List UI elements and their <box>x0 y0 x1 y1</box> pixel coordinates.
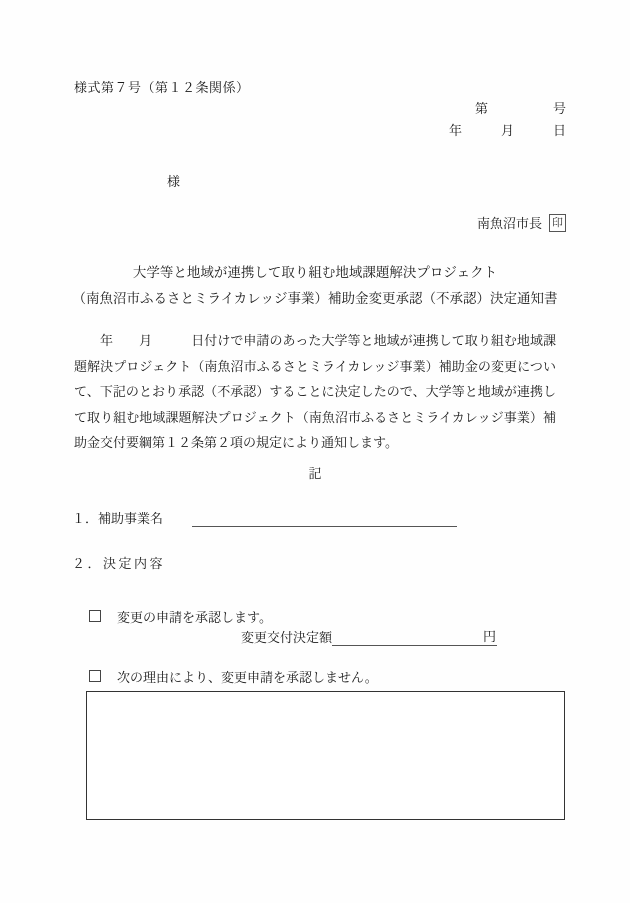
choice-reject[interactable] <box>89 667 378 686</box>
item-1-label: １．補助事業名 <box>72 512 164 527</box>
choice-approve-label: 変更の申請を承認します。 <box>117 611 272 626</box>
document-date-line: 年 月 日 <box>448 124 566 139</box>
changed-grant-amount-field <box>241 626 497 646</box>
document-title <box>0 260 630 312</box>
item-2-label: ２．決定内容 <box>72 557 166 572</box>
checkbox-approve-icon[interactable] <box>89 610 101 622</box>
choice-approve[interactable] <box>89 607 272 626</box>
document-number-line: 第 号 <box>474 102 566 117</box>
item-subsidy-project-name <box>72 508 457 527</box>
addressee-honorific: 様 <box>167 175 181 190</box>
checkbox-reject-icon[interactable] <box>89 670 101 682</box>
rejection-reason-textbox[interactable] <box>86 691 565 820</box>
document-meta <box>449 99 566 143</box>
seal-stamp-icon: 印 <box>549 214 566 232</box>
title-line-2: （南魚沼市ふるさとミライカレッジ事業）補助金変更承認（不承認）決定通知書 <box>72 291 558 307</box>
title-line-1: 大学等と地域が連携して取り組む地域課題解決プロジェクト <box>132 265 498 281</box>
choice-reject-label: 次の理由により、変更申請を承認しません。 <box>117 671 378 686</box>
body-paragraph <box>74 329 556 457</box>
currency-unit-label: 円 <box>482 626 497 646</box>
form-number: 様式第７号（第１２条関係） <box>74 81 250 96</box>
issuer-name: 南魚沼市長 <box>476 217 542 232</box>
changed-grant-amount-label: 変更交付決定額 <box>241 631 333 646</box>
changed-grant-amount-input[interactable] <box>332 632 482 646</box>
issuer-block <box>477 213 566 232</box>
subsidy-project-name-input[interactable] <box>192 513 457 527</box>
body-paragraph-text: 年 月 日付けで申請のあった大学等と地域が連携して取り組む地域課題解決プロジェクト（南魚沼市ふるさとミライカレッジ事業）補助金の変更について、下記のとおり承認（不承認）することに決定したので、大学等と地域が連携して取り組む地域課題解決プロジェクト（南魚沼市ふるさとミライカレッジ事業）補助金交付要綱第１２条第２項の規定により通知します。 <box>74 334 556 451</box>
ki-marker: 記 <box>308 467 322 482</box>
